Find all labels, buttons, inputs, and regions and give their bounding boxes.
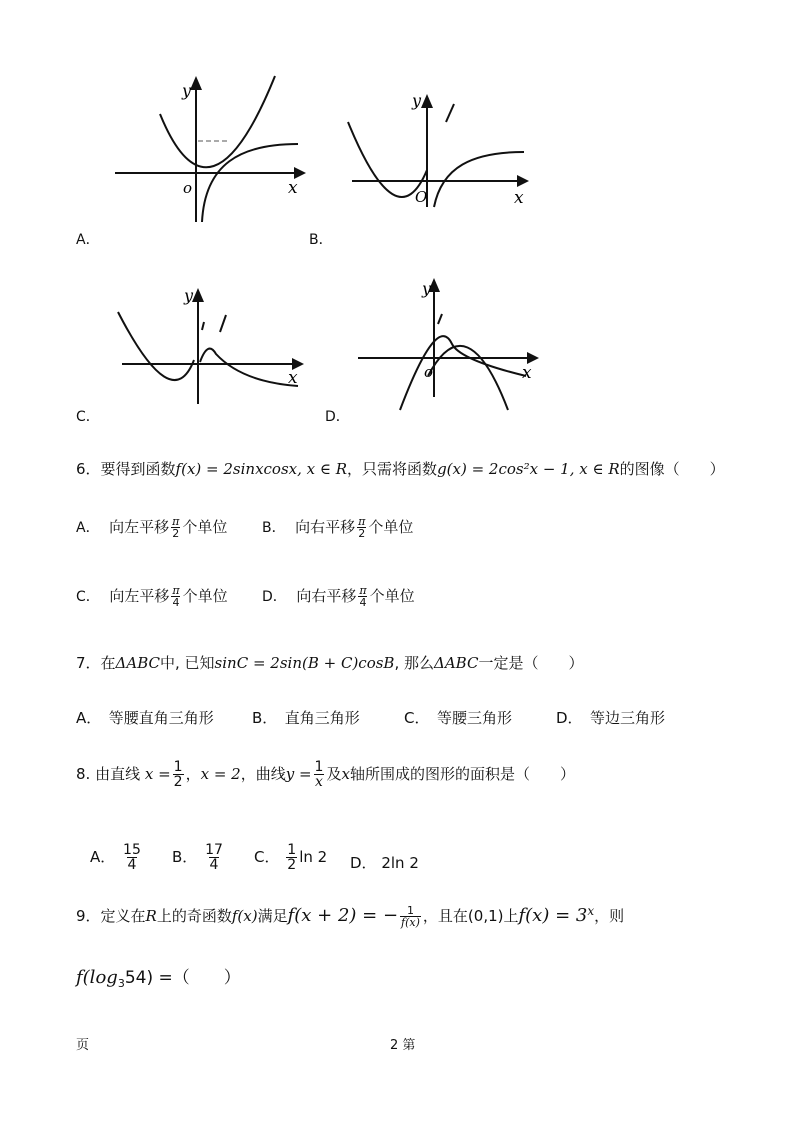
- q8-option-a: A． $\frac{15}{4}$: [90, 842, 141, 873]
- question-9: 9．定义在R上的奇函数f(x)满足f(x + 2) = − $\frac{1}{f(x)}$ ，且在(0,1)上$f(x) = 3^x$，则: [76, 904, 625, 929]
- q8-frac-half: $\frac{1}{2}$: [173, 759, 183, 790]
- q8-option-c: C． $\frac{1}{2}$ ln 2: [254, 842, 328, 873]
- footer-left: 页: [76, 1038, 90, 1053]
- q6-option-d: D． 向右平移 $\frac{\pi}{4}$ 个单位: [262, 584, 415, 609]
- q6-option-a: A． 向左平移 $\frac{\pi}{2}$ 个单位: [76, 515, 228, 540]
- q7-option-b: B． 直角三角形: [252, 709, 360, 727]
- graph-c: [112, 282, 312, 407]
- q7-option-d: D． 等边三角形: [556, 709, 666, 727]
- question-6: [76, 458, 725, 479]
- q6-prefix: 6．要得到函数: [76, 460, 176, 478]
- question-8: 8. 由直线 x = $\frac{1}{2}$ ，x = 2，曲线y = $\frac{1}{x}$ 及x轴所围成的图形的面积是（ ）: [76, 759, 575, 790]
- graph-b-label: B．: [309, 232, 333, 248]
- q6-option-b: B． 向右平移 $\frac{\pi}{2}$ 个单位: [262, 515, 414, 540]
- q6-f: f(x) = 2sinxcosx, x ∈ R: [175, 460, 348, 478]
- graph-a-y: y: [182, 81, 192, 100]
- q7-option-a: A． 等腰直角三角形: [76, 709, 214, 727]
- question-7: 7．在ΔABC中, 已知sinC = 2sin(B + C)cosB, 那么ΔABC一定是（ ）: [76, 654, 584, 672]
- graph-b: [342, 82, 542, 212]
- q6-g: g(x) = 2cos²x − 1, x ∈ R: [437, 460, 620, 478]
- graph-c-x: x: [288, 368, 298, 388]
- graph-b-x: x: [514, 188, 524, 208]
- footer-page-number: 2 第: [390, 1038, 416, 1053]
- q6-mid: ，只需将函数: [347, 460, 438, 478]
- q6-option-c: C． 向左平移 $\frac{\pi}{4}$ 个单位: [76, 584, 228, 609]
- q8-option-b: B． $\frac{17}{4}$: [172, 842, 223, 873]
- graph-c-y: y: [184, 286, 194, 305]
- graph-a: [110, 72, 310, 232]
- graph-d-label: D．: [325, 409, 350, 425]
- q6-b-frac: $\frac{\pi}{2}$: [358, 515, 366, 540]
- q6-a-frac: $\frac{\pi}{2}$: [172, 515, 180, 540]
- graph-a-x: x: [288, 178, 298, 198]
- q6-d-frac: $\frac{\pi}{4}$: [359, 584, 367, 609]
- graph-d-y: y: [422, 279, 432, 298]
- q8-frac-1x: $\frac{1}{x}$: [314, 759, 324, 790]
- q6-suffix: 的图像（ ）: [619, 460, 725, 478]
- graph-a-origin: o: [183, 179, 193, 197]
- question-9-line-2: $f(\log_354)$ =（ ）: [76, 967, 241, 990]
- q7-option-c: C． 等腰三角形: [404, 709, 512, 727]
- q8-option-d: D． 2ln 2: [350, 854, 419, 872]
- q9-frac: $\frac{1}{f(x)}$: [401, 904, 420, 929]
- graph-b-origin: O: [415, 188, 428, 206]
- q6-c-frac: $\frac{\pi}{4}$: [172, 584, 180, 609]
- graph-d-x: x: [522, 363, 532, 383]
- graph-d-origin: o: [424, 363, 434, 381]
- graph-b-y: y: [412, 91, 422, 110]
- graph-d: [352, 272, 552, 412]
- graph-c-label: C．: [76, 409, 100, 425]
- graph-a-label: A．: [76, 232, 100, 248]
